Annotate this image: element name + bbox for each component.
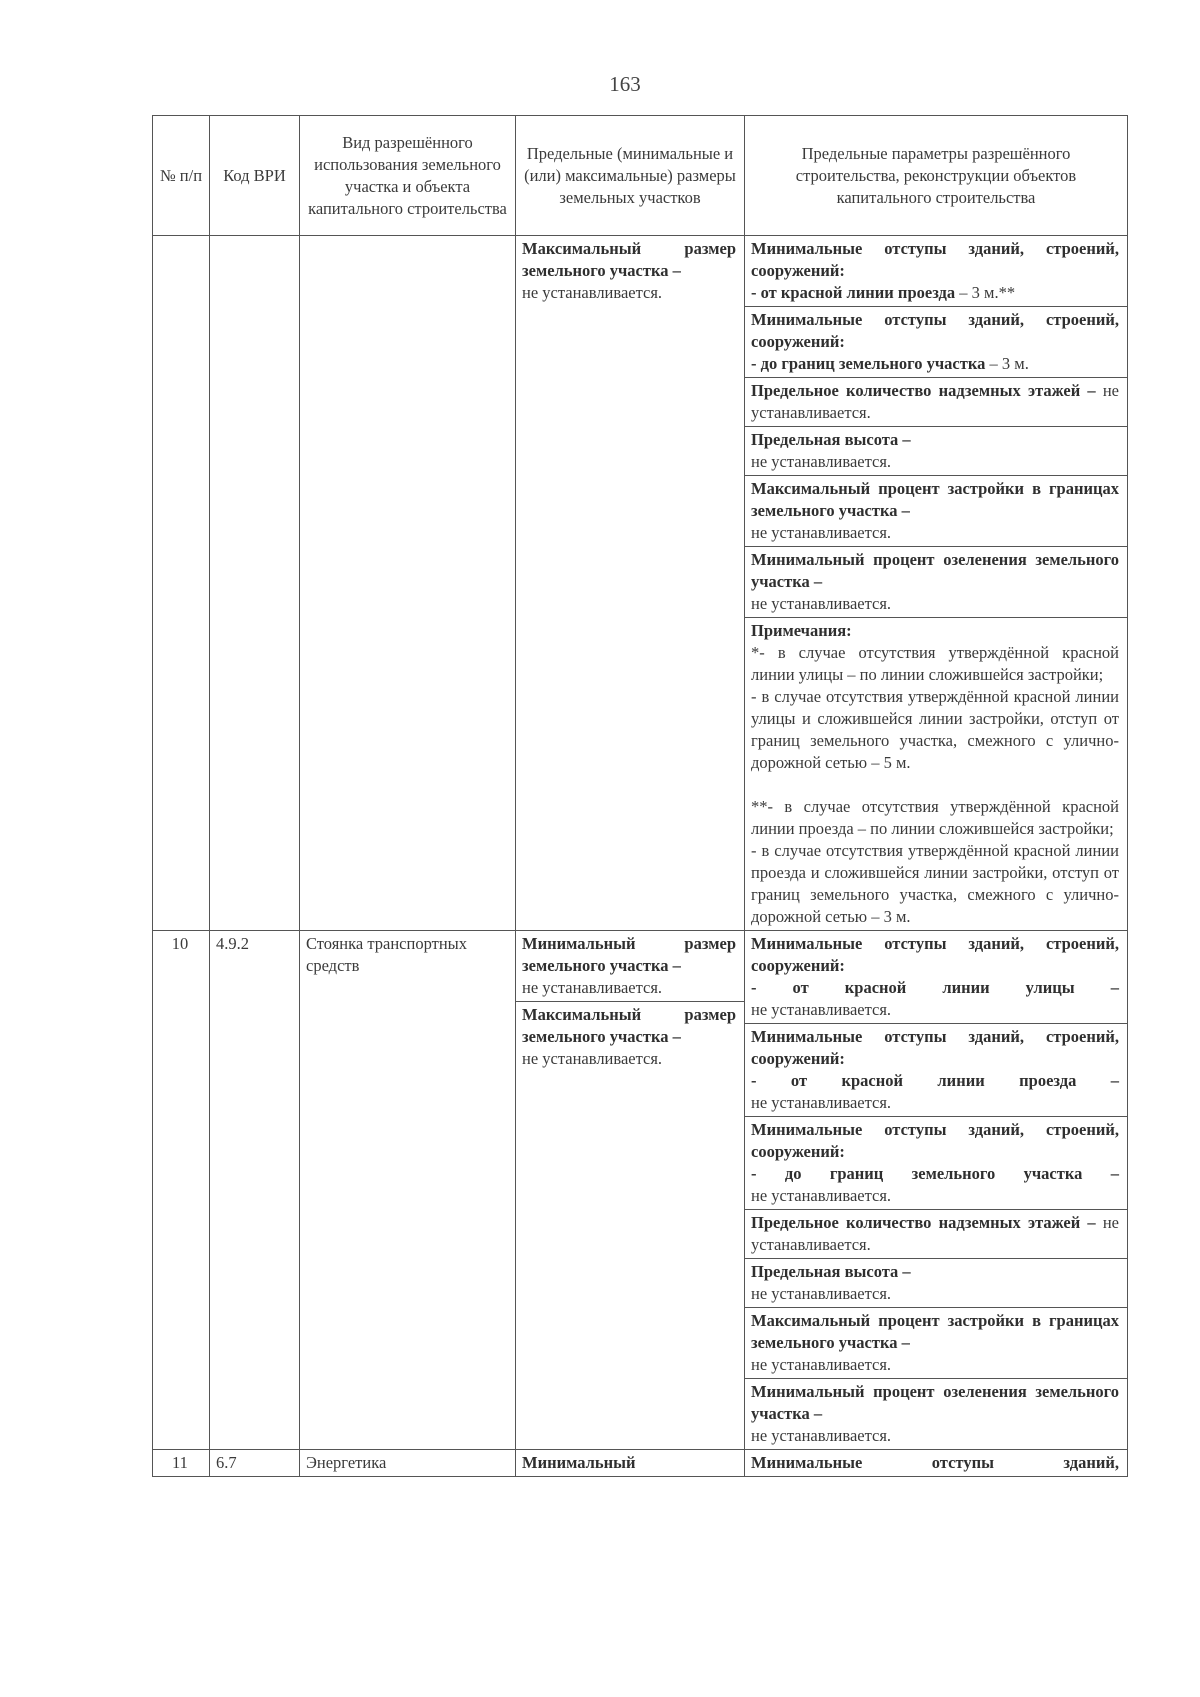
param-block (745, 1379, 1127, 1449)
table-row-10 (153, 931, 1128, 1450)
param-line: - до границ земельного участка – (751, 1164, 1119, 1183)
header-code: Код ВРИ (210, 116, 300, 236)
cont-code-cell (210, 236, 300, 931)
row11-params-cell (745, 1450, 1128, 1477)
row-use-name: Энергетика (300, 1450, 516, 1477)
cont-name-cell (300, 236, 516, 931)
note-text: - в случае отсутствия утверждённой красной линии проезда и сложившейся линии застройки, отступ от границ земельного участка, смежного с улично-дорожной сетью – 3 м. (751, 841, 1119, 926)
notes-title: Примечания: (751, 621, 852, 640)
param-value: не устанавливается. (751, 1186, 892, 1205)
max-size-label: Максимальный размер земельного участка – (522, 239, 736, 280)
param-title: Максимальный процент застройки в границах земельного участка – (751, 479, 1119, 520)
param-block (745, 1210, 1127, 1259)
row-code: 6.7 (210, 1450, 300, 1477)
param-title: Минимальный процент озеленения земельного участка – (751, 550, 1119, 591)
param-block (745, 1024, 1127, 1117)
row-number: 11 (153, 1450, 210, 1477)
min-size-label: Минимальный размер земельного участка – (522, 934, 736, 975)
cont-params-cell (745, 236, 1128, 931)
param-title: Предельное количество надземных этажей – (751, 1213, 1096, 1232)
param-value: – 3 м.** (959, 283, 1016, 302)
min-size-block (516, 931, 744, 1002)
param-block (745, 931, 1127, 1024)
param-value: не устанавливается. (751, 381, 1119, 422)
min-size-label: Минимальный (522, 1453, 636, 1472)
param-title: Минимальные отступы зданий, строений, сооружений: (751, 239, 1119, 280)
param-title: Минимальный процент озеленения земельного участка – (751, 1382, 1119, 1423)
param-value: не устанавливается. (751, 1093, 892, 1112)
param-title: Предельная высота – (751, 1262, 911, 1281)
max-size-label: Максимальный размер земельного участка – (522, 1005, 736, 1046)
table-row-continuation (153, 236, 1128, 931)
param-value: не устанавливается. (751, 1213, 1119, 1254)
param-value: не устанавливается. (751, 1000, 892, 1019)
param-title: Предельная высота – (751, 430, 911, 449)
max-size-value: не устанавливается. (522, 283, 663, 302)
param-block (745, 476, 1127, 547)
param-block (745, 1308, 1127, 1379)
param-block (745, 547, 1127, 618)
param-block (745, 307, 1127, 378)
param-block (745, 378, 1127, 427)
note-text: **- в случае отсутствия утверждённой красной линии проезда – по линии сложившейся застройки; (751, 797, 1119, 838)
header-number: № п/п (153, 116, 210, 236)
param-value: не устанавливается. (751, 1284, 892, 1303)
row-code: 4.9.2 (210, 931, 300, 1450)
row-use-name: Стоянка транспортных средств (300, 931, 516, 1450)
param-value: не устанавливается. (751, 594, 892, 613)
page-number: 163 (609, 72, 641, 96)
header-construction-params: Предельные параметры разрешённого строительства, реконструкции объектов капитального строительства (745, 116, 1128, 236)
header-plot-sizes: Предельные (минимальные и (или) максимальные) размеры земельных участков (516, 116, 745, 236)
param-title: Минимальные отступы зданий, строений, сооружений: (751, 1120, 1119, 1161)
note-text: - в случае отсутствия утверждённой красной линии улицы и сложившейся линии застройки, отступ от границ земельного участка, смежного с улично-дорожной сетью – 5 м. (751, 687, 1119, 772)
table-header-row (153, 116, 1128, 236)
param-title: Минимальные отступы зданий, (751, 1453, 1119, 1472)
param-value: не устанавливается. (751, 452, 892, 471)
notes-block (745, 618, 1127, 930)
param-title: Минимальные отступы зданий, строений, сооружений: (751, 310, 1119, 351)
param-line: - до границ земельного участка (751, 354, 986, 373)
row11-size-cell (516, 1450, 745, 1477)
param-value: не устанавливается. (751, 1426, 892, 1445)
row10-size-cell (516, 931, 745, 1450)
regulations-table (152, 115, 1128, 1477)
row-number: 10 (153, 931, 210, 1450)
param-value: не устанавливается. (751, 523, 892, 542)
header-use-type: Вид разрешённого использования земельного участка и объекта капитального строительства (300, 116, 516, 236)
param-value: не устанавливается. (751, 1355, 892, 1374)
param-block (745, 1117, 1127, 1210)
max-size-value: не устанавливается. (522, 1049, 663, 1068)
cont-number-cell (153, 236, 210, 931)
param-title: Минимальные отступы зданий, строений, сооружений: (751, 934, 1119, 975)
param-line: - от красной линии проезда (751, 283, 956, 302)
param-block (745, 427, 1127, 476)
row10-params-cell (745, 931, 1128, 1450)
param-line: - от красной линии улицы – (751, 978, 1119, 997)
max-size-block (516, 1002, 744, 1072)
param-value: – 3 м. (989, 354, 1029, 373)
note-text: *- в случае отсутствия утверждённой красной линии улицы – по линии сложившейся застройки; (751, 643, 1119, 684)
param-title: Минимальные отступы зданий, строений, сооружений: (751, 1027, 1119, 1068)
param-block (745, 236, 1127, 307)
table-row-11 (153, 1450, 1128, 1477)
param-line: - от красной линии проезда – (751, 1071, 1119, 1090)
param-title: Максимальный процент застройки в границах земельного участка – (751, 1311, 1119, 1352)
param-title: Предельное количество надземных этажей – (751, 381, 1096, 400)
param-block (745, 1259, 1127, 1308)
cont-size-cell (516, 236, 745, 931)
min-size-value: не устанавливается. (522, 978, 663, 997)
